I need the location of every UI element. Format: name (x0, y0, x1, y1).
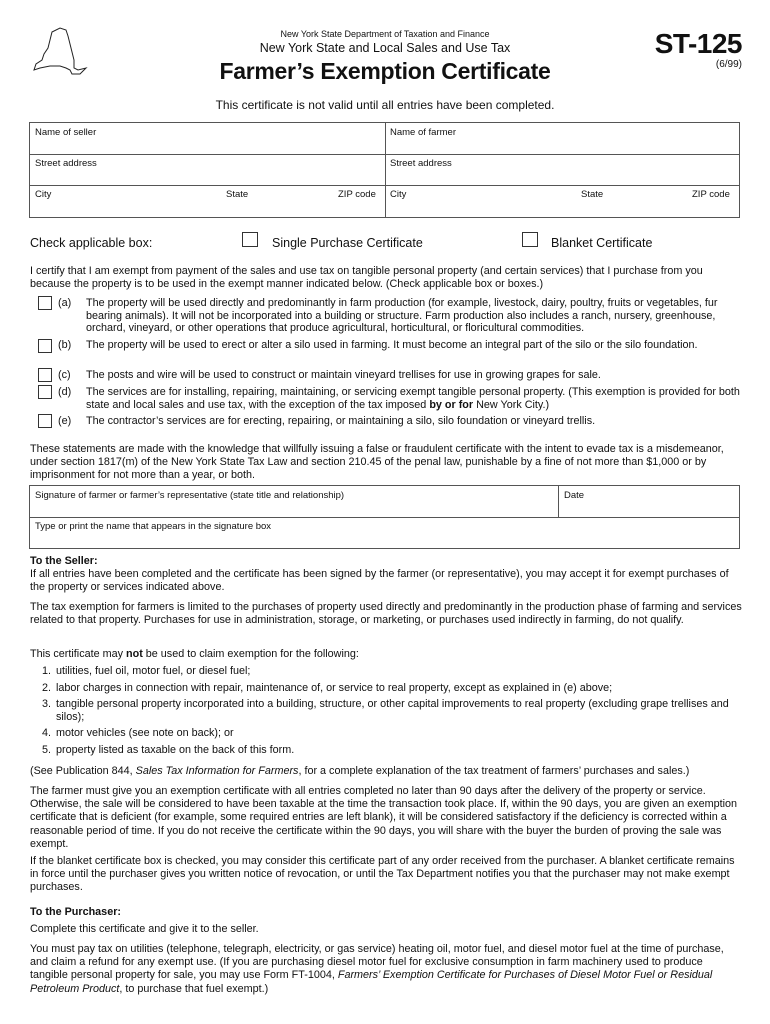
item-b-checkbox[interactable] (38, 339, 52, 353)
check-applicable-label: Check applicable box: (30, 236, 153, 250)
item-b (58, 339, 742, 352)
blanket-certificate-label: Blanket Certificate (551, 236, 653, 250)
farmer-state-field[interactable]: State (581, 189, 604, 200)
penalty-statement: These statements are made with the knowledge that willfully issuing a false or fraudulent certificate with the intent to evade tax is a misdemeanor, under section 1817(m) of the New York State Tax Law and section 210.45 of the penal law, punishable by a fine of not more than $1,000 or by imprisonment for not more than a year, or both. (30, 443, 724, 482)
seller-street-field[interactable]: Street address (35, 158, 97, 169)
purchaser-paragraph-2 (30, 943, 742, 996)
pub-part2: , for a complete explanation of the tax treatment of farmers’ purchases and sales.) (298, 765, 690, 777)
exclusion-text: property listed as taxable on the back of this form. (56, 744, 295, 756)
item-d-checkbox[interactable] (38, 385, 52, 399)
seller-p3-bold: not (126, 648, 143, 660)
validity-notice: This certificate is not valid until all entries have been completed. (215, 98, 555, 112)
exclusion-number: 4. (42, 727, 52, 739)
purchaser-heading: To the Purchaser: (30, 906, 121, 918)
blanket-certificate-checkbox[interactable] (522, 232, 538, 247)
exclusion-number: 2. (42, 682, 52, 694)
item-d-text (66, 386, 742, 411)
item-c-text: The posts and wire will be used to construct or maintain vineyard trellises for use in growing grapes for sale. (86, 369, 601, 381)
seller-zip-field[interactable]: ZIP code (338, 189, 376, 200)
item-a-checkbox[interactable] (38, 296, 52, 310)
item-b-letter: (b) (58, 339, 72, 351)
farmer-street-field[interactable]: Street address (390, 158, 452, 169)
item-b-text: The property will be used to erect or alter a silo used in farming. It must become an integral part of the silo or the silo foundation. (86, 339, 698, 351)
signature-box (29, 485, 740, 549)
form-title: Farmer’s Exemption Certificate (219, 58, 551, 84)
signature-field[interactable]: Signature of farmer or farmer’s representative (state title and relationship) (35, 490, 345, 501)
agency-name: New York State Department of Taxation and Finance (280, 29, 490, 39)
item-e (58, 415, 742, 428)
form-number: ST-125 (654, 28, 742, 59)
purchaser-p2-part1: You must pay tax on utilities (telephone, telegraph, electricity, or gas service) heating oil, motor fuel, and diesel motor fuel at the time of purchase, and claim a refund for any exempt use. (If you are purchasing diesel motor fuel for exclusive consumption in farm machinery used to produce tangible personal property for sale, you may use Form FT-1004, (30, 943, 724, 982)
seller-paragraph-4: The farmer must give you an exemption certificate with all entries completed no later than 90 days after the delivery of the property or service. Otherwise, the sale will be considered to have been taxable at the time the transaction took place. If, within the 90 days, you are given an exemption certificate that is deficient (for example, some required entries are left blank), it will be considered satisfactory if the deficiency is corrected within a reasonable period of time. If you do not receive the certificate within the 90 days, you will share with the buyer the burden of proving the sale was exempt. (30, 785, 738, 850)
single-purchase-label: Single Purchase Certificate (272, 236, 423, 250)
exclusion-item-2 (42, 682, 742, 695)
exclusion-text: labor charges in connection with repair, maintenance of, or service to real property, except as explained in (e) above; (56, 682, 613, 694)
exclusion-item-4 (42, 727, 742, 740)
item-d-text-bold: by or for (429, 398, 474, 411)
seller-farmer-box (29, 122, 740, 218)
certification-text: I certify that I am exempt from payment of the sales and use tax on tangible personal property (and certain services) that I purchase from you because the property is to be used in the exempt manner indicated below. (Check applicable box or boxes.) (30, 265, 703, 291)
item-c-checkbox[interactable] (38, 368, 52, 382)
item-d-text-part2: New York City.) (473, 398, 550, 411)
pub-title: Sales Tax Information for Farmers (135, 765, 299, 777)
item-a-text: The property will be used directly and predominantly in farm production (for example, livestock, dairy, poultry, fruits or vegetables, fur bearing animals). It will not be incorporated into a building or structure. Farm production also includes a ranch, nursery, greenhouse, orchard, vineyard, or other operations that produce agricultural, horticultural, or floricultural commodities. (86, 297, 718, 335)
purchaser-paragraph-1: Complete this certificate and give it to the seller. (30, 923, 259, 935)
exclusion-number: 3. (42, 698, 52, 710)
item-c-letter: (c) (58, 369, 71, 381)
exclusion-text: utilities, fuel oil, motor fuel, or diesel fuel; (56, 665, 251, 677)
seller-paragraph-1: If all entries have been completed and the certificate has been signed by the farmer (or representative), you may accept it for exempt purchases of the property or services indicated above. (30, 568, 729, 594)
exclusion-text: motor vehicles (see note on back); or (56, 727, 234, 739)
seller-state-field[interactable]: State (226, 189, 249, 200)
purchaser-p2-part2: , to purchase that fuel exempt.) (119, 982, 269, 995)
seller-name-field[interactable]: Name of seller (35, 127, 97, 138)
farmer-city-field[interactable]: City (390, 189, 407, 200)
farmer-name-field[interactable]: Name of farmer (390, 127, 456, 138)
single-purchase-checkbox[interactable] (242, 232, 258, 247)
exclusion-number: 1. (42, 665, 52, 677)
seller-heading: To the Seller: (30, 555, 98, 567)
date-field[interactable]: Date (564, 490, 585, 501)
exclusion-number: 5. (42, 744, 52, 756)
purchaser-p2-form-title: Farmers’ Exemption Certificate for Purchases of Diesel Motor Fuel or Residual Petroleum Product (30, 969, 713, 995)
pub-part1: (See Publication 844, (30, 765, 136, 777)
exclusion-item-3 (42, 698, 742, 723)
item-a-letter: (a) (58, 297, 72, 309)
seller-paragraph-5: If the blanket certificate box is checked, you may consider this certificate part of any order received from the purchaser. A blanket certificate remains in force until the purchaser gives you written notice of revocation, or until the Tax Department notifies you that the purchaser may not make exempt purchases. (30, 855, 735, 894)
seller-p3-part1: This certificate may (30, 648, 126, 660)
item-d-text-part1: The services are for installing, repairing, maintaining, or servicing exempt tangible personal property. (This exemption is provided for both state and local sales and use tax, with the exception of the tax imposed (86, 386, 740, 411)
item-e-checkbox[interactable] (38, 414, 52, 428)
item-d-letter: (d) (58, 386, 72, 398)
item-e-letter: (e) (58, 415, 72, 427)
exclusion-item-5 (42, 744, 742, 757)
exclusion-item-1 (42, 665, 742, 678)
form-revision: (6/99) (715, 59, 742, 70)
item-d (58, 386, 742, 411)
seller-p3-part2: be used to claim exemption for the following: (142, 648, 359, 660)
item-a (58, 297, 742, 335)
exclusion-text: tangible personal property incorporated into a building, structure, or other capital improvements to real property (excluding grape trellises and silos); (56, 698, 729, 723)
item-e-text: The contractor’s services are for erecting, repairing, or maintaining a silo, silo foundation or vineyard trellis. (86, 415, 596, 427)
seller-paragraph-3 (30, 648, 742, 661)
form-subtitle: New York State and Local Sales and Use Tax (259, 41, 511, 55)
seller-paragraph-2: The tax exemption for farmers is limited to the purchases of property used directly and predominantly in the production phase of farming and services related to that property. Purchases for use in administration, storage, or marketing, or purchases used indirectly in farming, do not qualify. (30, 601, 742, 627)
seller-city-field[interactable]: City (35, 189, 52, 200)
printed-name-field[interactable]: Type or print the name that appears in the signature box (35, 521, 272, 532)
publication-reference (30, 765, 742, 778)
item-c (58, 369, 742, 382)
farmer-zip-field[interactable]: ZIP code (692, 189, 730, 200)
